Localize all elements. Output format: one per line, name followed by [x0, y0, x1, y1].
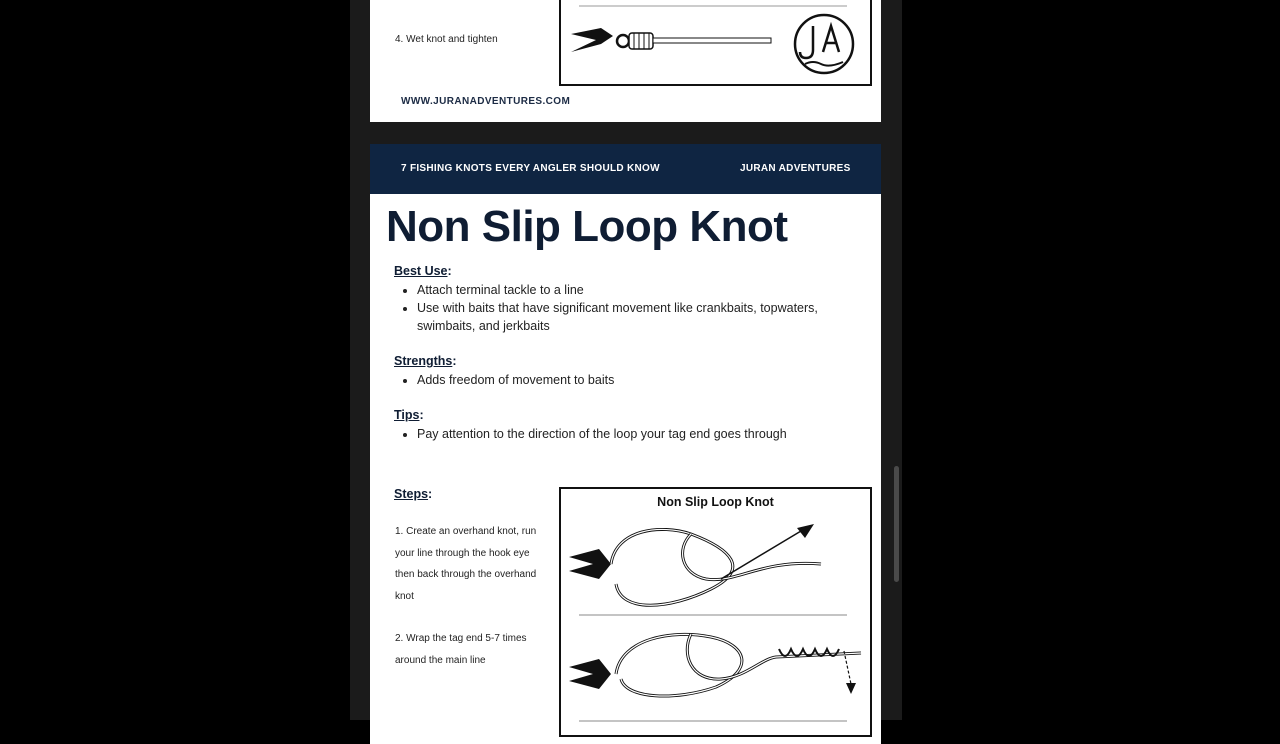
ja-hook-logo-icon	[795, 15, 853, 73]
scrollbar-thumb[interactable]	[894, 466, 899, 582]
best-use-item: • Use with baits that have significant movement like crankbaits, topwaters, swimbaits, and jerkbaits	[417, 299, 864, 335]
best-use-item: • Attach terminal tackle to a line	[417, 281, 864, 299]
banner-brand: JURAN ADVENTURES	[740, 163, 851, 174]
steps-heading: Steps	[394, 487, 429, 501]
figure-title: Non Slip Loop Knot	[657, 495, 774, 509]
tips-item: • Pay attention to the direction of the loop your tag end goes through	[417, 425, 864, 443]
step-1-text: 1. Create an overhand knot, run your line through the hook eye then back through the overhand knot	[395, 526, 537, 602]
page-2	[370, 144, 881, 744]
document-viewer[interactable]	[350, 0, 902, 720]
step-4-figure	[559, 0, 872, 86]
knot-figure	[559, 487, 872, 737]
page-title: Non Slip Loop Knot	[386, 202, 788, 251]
best-use-section: Best Use: • Attach terminal tackle to a line • Use with baits that have significant movement like crankbaits, topwaters, swimbaits, and jerkbaits	[394, 264, 864, 335]
tips-section: Tips: • Pay attention to the direction of the loop your tag end goes through	[394, 408, 864, 443]
strengths-section: Strengths: • Adds freedom of movement to baits	[394, 354, 864, 389]
banner-series-title: 7 FISHING KNOTS EVERY ANGLER SHOULD KNOW	[401, 163, 660, 174]
page-1	[370, 0, 881, 122]
knot-steps-illustration	[561, 489, 870, 735]
best-use-heading: Best Use	[394, 264, 448, 278]
steps-heading-block: Steps:	[394, 487, 433, 501]
strengths-item: • Adds freedom of movement to baits	[417, 371, 864, 389]
step-2-text: 2. Wrap the tag end 5-7 times around the main line	[395, 633, 527, 666]
strengths-heading: Strengths	[394, 354, 453, 368]
step-4-text: 4. Wet knot and tighten	[395, 34, 498, 45]
knot-tightened-illustration	[561, 0, 870, 84]
footer-url[interactable]: WWW.JURANADVENTURES.COM	[401, 96, 571, 107]
tips-heading: Tips	[394, 408, 420, 422]
header-banner	[370, 144, 881, 194]
